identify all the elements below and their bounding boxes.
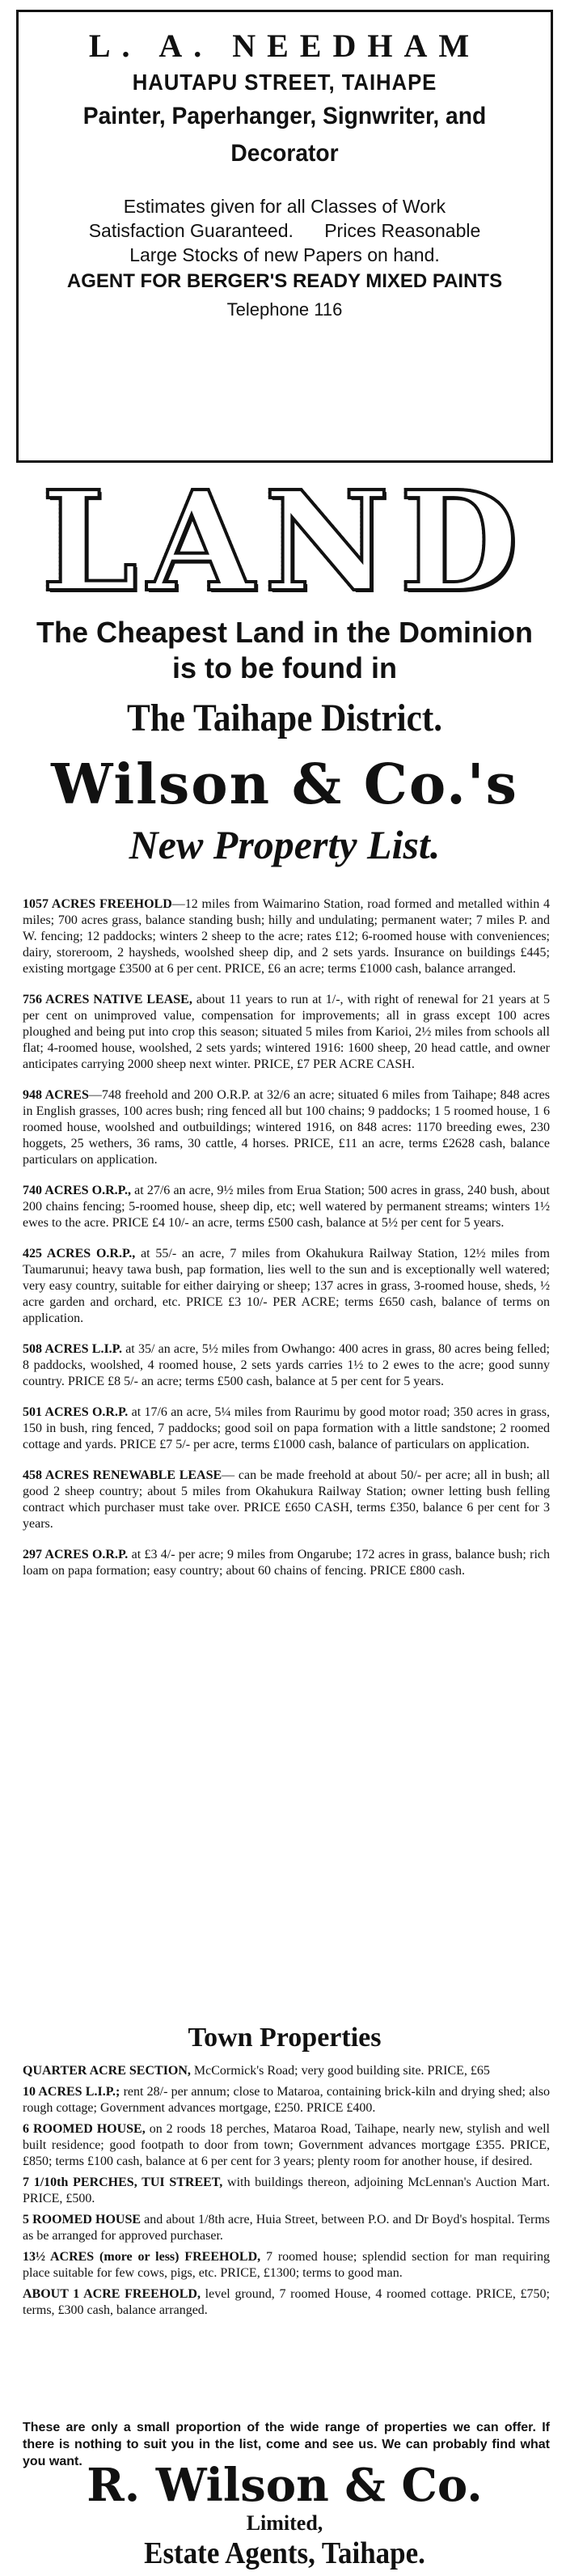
listing-item: 297 ACRES O.R.P. at £3 4/- per acre; 9 miles from Ongarube; 172 acres in grass, balance bush; rich loam on papa formation; easy country; about 60 chains of fencing. PRICE £800 cash. <box>23 1548 550 1578</box>
needham-street: HAUTAPU STREET, TAIHAPE <box>132 70 437 95</box>
property-list-heading: New Property List. <box>129 822 441 867</box>
needham-stocks: Large Stocks of new Papers on hand. <box>129 244 440 265</box>
town-item: QUARTER ACRE SECTION, McCormick's Road; very good building site. PRICE, £65 <box>23 2064 490 2078</box>
listing-item: 508 ACRES L.I.P. at 35/ an acre, 5½ miles from Owhango: 400 acres in grass, 80 acres being felled; 8 paddocks, woolshed, 4 roomed house, 2 sets yards carries 1½ to 2 ewes to the acre; good sunny country. PRICE £8 5/- an acre; terms £500 cash, balance at 5 per cent for 5 years. <box>23 1342 550 1388</box>
listing-item: 948 ACRES—748 freehold and 200 O.R.P. at 32/6 an acre; situated 6 miles from Taihape; 848 acres in English grasses, 100 acres bush; ring fenced all but 100 chains; 9 paddocks; 1 5 roomed house, 1 6 roomed house, woolshed and outbuildings; wintered 1916, on 848 acres: 1170 breeding ewes, 230 hoggets, 25 wethers, 36 rams, 30 cattle, 4 horses. PRICE, £11 an acre, terms £2628 cash, balance particulars on application. <box>23 1088 550 1167</box>
needham-phone: Telephone 116 <box>226 299 343 320</box>
town-item: ABOUT 1 ACRE FREEHOLD, level ground, 7 roomed House, 4 roomed cottage. PRICE, £750; terms, £300 cash, balance arranged. <box>23 2287 550 2317</box>
cheapest-line-2: is to be found in <box>172 651 397 684</box>
needham-agent: AGENT FOR BERGER'S READY MIXED PAINTS <box>66 270 503 292</box>
listing-item: 425 ACRES O.R.P., at 55/- an acre, 7 miles from Okahukura Railway Station, 12½ miles from Taumarunui; heavy tawa bush, pap formation, lies well to the sun and is exceptionally well watered; very easy country, suitable for either dairying or sheep; 137 acres in grass, 3-roomed house, sheds, ½ acre garden and orchard, etc. PRICE £3 10/- PER ACRE; terms £650 cash, balance of terms on application. <box>23 1247 551 1325</box>
town-listings <box>23 2063 550 2324</box>
listing-item: 756 ACRES NATIVE LEASE, about 11 years to run at 1/-, with right of renewal for 21 years at 5 per cent on unimproved value, compensation for improvements; all in grass except 100 acres ploughed and being put into crop this season; situated 5 miles from Karioi, 2½ miles from schools all flat; 4-roomed house, woolshed, 2 sets yards; wintered 1916: 1600 sheep, 20 head cattle, and owner anticipates carrying 2000 sheep next winter. PRICE, £7 PER ACRE CASH. <box>23 993 550 1071</box>
town-item: 5 ROOMED HOUSE and about 1/8th acre, Huia Street, between P.O. and Dr Boyd's hospital. Terms as be arranged for approved purchaser. <box>23 2213 550 2243</box>
firm-name: R. Wilson & Co. <box>87 2459 483 2512</box>
listing-item: 1057 ACRES FREEHOLD—12 miles from Waimarino Station, road formed and metalled within 4 miles; 700 acres grass, balance standing bush; hilly and undulating; permanent water; 7 miles P. and W. fencing; 12 paddocks; winters 2 sheep to the acre; rates £12; 6-roomed house with conveniences; dairy, storeroom, 2 haysheds, woolshed sheep dip, and 2 sets yards. Insurance on buildings £445; existing mortgage £3500 at 6 per cent. PRICE, £6 an acre; terms £1000 cash, balance arranged. <box>23 897 550 976</box>
town-item: 13½ ACRES (more or less) FREEHOLD, 7 roomed house; splendid section for man requiring place suitable for few cows, pigs, etc. PRICE, £1300; terms to good man. <box>23 2250 550 2280</box>
needham-trade-line-2: Decorator <box>230 140 339 167</box>
footer-note: These are only a small proportion of the wide range of properties we can offer. If there is nothing to suit you in the list, come and see us. We can probably find what you want. <box>23 2421 550 2468</box>
needham-name: L. A. NEEDHAM <box>88 28 481 64</box>
needham-estimates: Estimates given for all Classes of Work <box>123 196 446 217</box>
firm-limited: Limited, <box>246 2511 323 2535</box>
listing-item: 740 ACRES O.R.P., at 27/6 an acre, 9½ miles from Erua Station; 500 acres in grass, 240 bush, about 200 chains fencing; 5-roomed house, sheep dip, etc; well watered by permanent streams; winters 1½ ewes to the acre. PRICE £4 10/- an acre, terms £500 cash, balance at 5½ per cent for 5 years. <box>23 1184 551 1230</box>
needham-trade-line-1: Painter, Paperhanger, Signwriter, and <box>82 103 487 129</box>
town-item: 7 1/10th PERCHES, TUI STREET, with buildings thereon, adjoining McLennan's Auction Mart. PRICE, £500. <box>23 2176 550 2205</box>
district-heading: The Taihape District. <box>126 697 443 739</box>
town-item: 6 ROOMED HOUSE, on 2 roods 18 perches, Mataroa Road, Taihape, nearly new, stylish and well built residence; good footpath to door from town; Government advances mortgage £355. PRICE, £850; terms £100 cash, balance at 6 per cent for 3 years; plenty room for another house, if desired. <box>23 2122 550 2168</box>
listing-item: 501 ACRES O.R.P. at 17/6 an acre, 5¼ miles from Raurimu by good motor road; 350 acres in grass, 150 in bush, ring fenced, 7 paddocks; good soil on papa formation with a little sandstone; 2 roomed cottage and yards. PRICE £7 5/- per acre, terms £1000 cash, balance of particulars on application. <box>23 1405 551 1451</box>
needham-advertisement <box>16 10 553 463</box>
property-listings <box>23 896 550 1594</box>
cheapest-line-1: The Cheapest Land in the Dominion <box>36 616 534 649</box>
company-heading: Wilson & Co.'s <box>51 752 518 817</box>
listing-item: 458 ACRES RENEWABLE LEASE— can be made freehold at about 50/- per acre; all in bush; all good 2 sheep country; about 5 miles from Okahukura Railway Station; owner letting bush felling contract which purchaser must take over. PRICE £650 CASH, terms £350, balance 6 per cent for 3 years. <box>23 1468 550 1531</box>
cheapest-land-heading <box>16 615 553 686</box>
firm-tagline: Estate Agents, Taihape. <box>144 2536 425 2570</box>
town-item: 10 ACRES L.I.P.; rent 28/- per annum; close to Mataroa, containing brick-kiln and drying shed; also rough cottage; Government advances mortgage, £250. PRICE £400. <box>23 2085 551 2115</box>
land-heading: LAND <box>16 485 553 599</box>
town-properties-heading: Town Properties <box>188 2023 382 2053</box>
needham-satisfaction: Satisfaction Guaranteed. Prices Reasonable <box>88 220 481 241</box>
